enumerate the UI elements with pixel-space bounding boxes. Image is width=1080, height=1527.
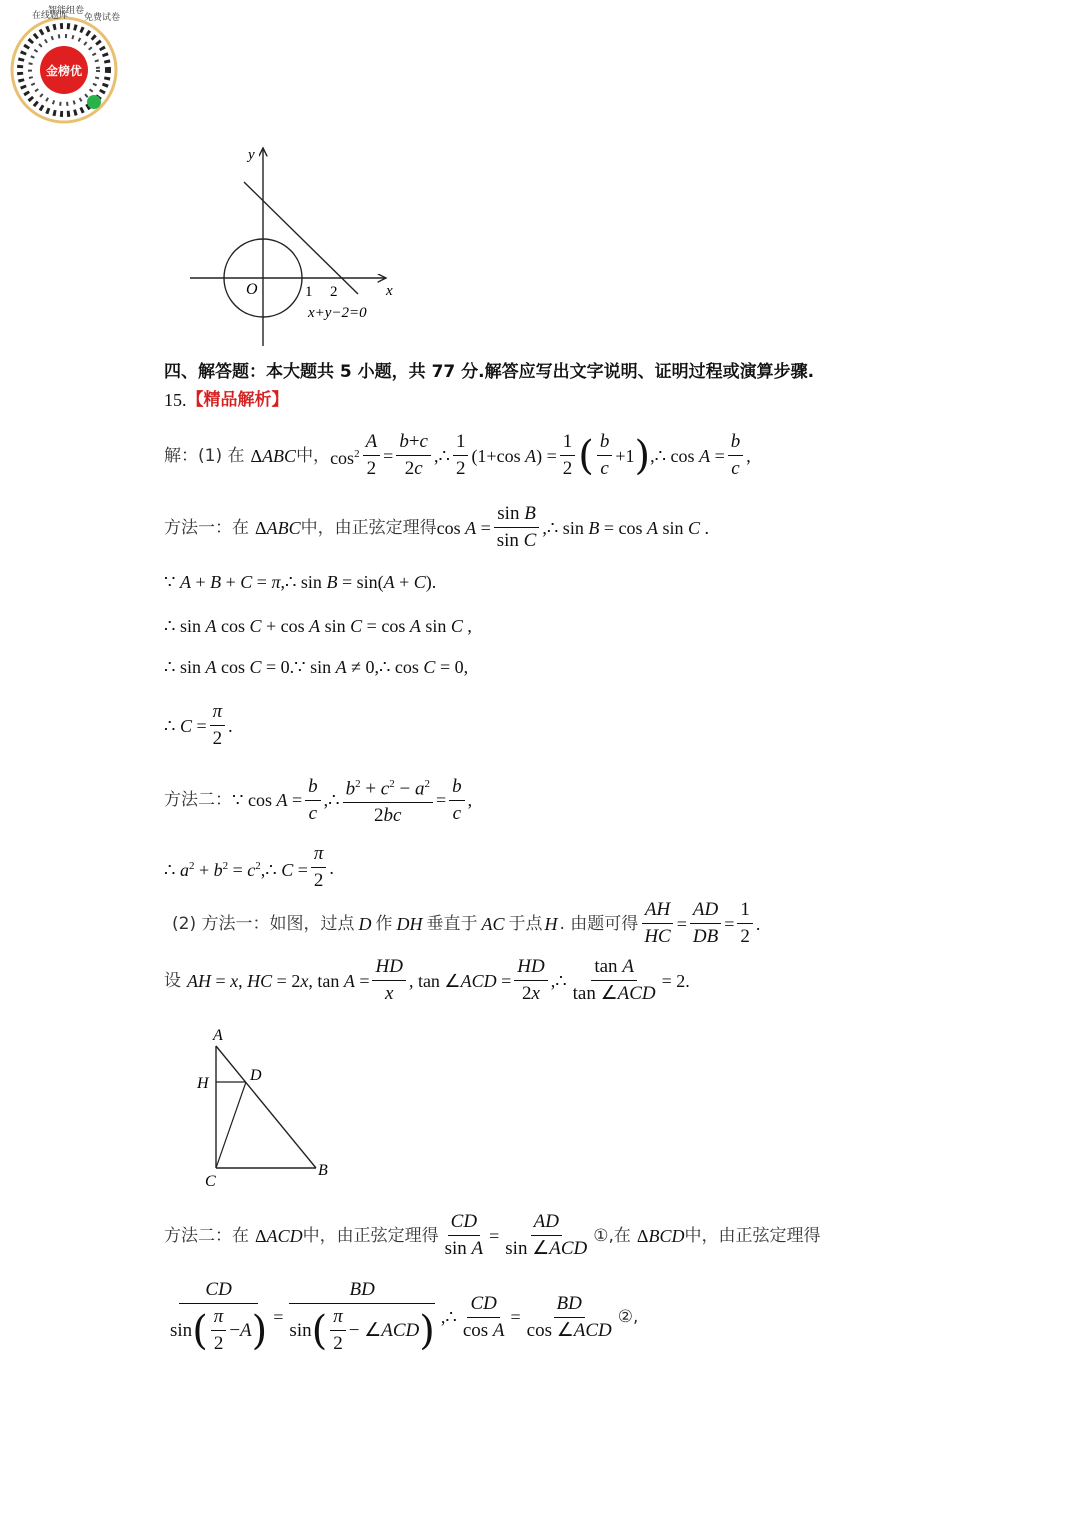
- method1-label: 方法一：在: [164, 517, 249, 538]
- brand-logo: [4, 4, 122, 126]
- m2b-label: 方法二：在: [164, 1225, 249, 1246]
- math-line-pythag: ∴ $a^2 + b^2$ = $c^2,\therefore$ C = $\frac{\pi}{2}$ .: [164, 843, 334, 891]
- zhong-text: 中，: [296, 445, 331, 466]
- part2-youti: . 由题可得: [559, 913, 639, 934]
- m2b-circ1: ①,在: [593, 1225, 631, 1246]
- tick-2-label: 2: [330, 284, 338, 300]
- part2-zuo: 作: [375, 913, 393, 934]
- vertex-a: A: [213, 1027, 223, 1044]
- circle-line-graph: [186, 140, 406, 350]
- vertex-b: B: [318, 1162, 328, 1179]
- logo-brand: 金榜优: [45, 64, 83, 78]
- axis-x-label: x: [386, 283, 393, 299]
- axis-y-label: y: [248, 147, 255, 163]
- part2-yudian: 于点: [508, 913, 543, 934]
- tick-1-label: 1: [305, 284, 313, 300]
- math-line-zero: ∴ sin A cos C = 0.∵ sin A ≠ 0,∴ cos C = 0,: [164, 657, 469, 677]
- part2-line: (2) 方法一：如图，过点 D 作 DH 垂直于 AC 于点 H . 由题可得 $\frac{AH}{HC}$ = $\frac{AD}{DB}$ = $\frac{1}{2}$ .: [172, 899, 761, 947]
- m2b-text: 中，由正弦定理得: [302, 1225, 439, 1246]
- logo-text-2: 智能组卷: [48, 6, 85, 16]
- circ2-text: ②,: [617, 1307, 639, 1327]
- origin-label: O: [246, 281, 258, 298]
- problem-number: 15.: [164, 390, 187, 410]
- math-line-c-pi2: ∴ C = $\frac{\pi}{2}$ .: [164, 701, 233, 749]
- problem-header: [164, 388, 289, 412]
- vertex-h: H: [197, 1075, 209, 1092]
- vertex-d: D: [250, 1067, 262, 1084]
- section-header-text: 四、解答题：本大题共 5 小题，共 77 分.解答应写出文字说明、证明过程或演算步骤.: [164, 362, 815, 382]
- section-header: [164, 360, 814, 384]
- method1-text: 中，由正弦定理得: [300, 517, 437, 538]
- logo-text-1: 在线题库: [32, 11, 69, 21]
- line-equation-label: x+y−2=0: [308, 305, 367, 321]
- logo-text-3: 免费试卷: [84, 13, 121, 23]
- method-two-line: 方法二： ∵ cos A = $\frac{b}{c}$ ,∴ $\frac{b^2 + c^2 - a^2}{2bc}$ = $\frac{b}{c}$ ,: [164, 772, 472, 828]
- set-variables-line: 设 AH = x, HC = 2x, tan A = $\frac{HD}{x}$ , tan ∠ACD = $\frac{HD}{2x}$ ,∴ $\frac{\text{tan A}}{\text{tan ∠ACD}}$ = 2.: [164, 956, 690, 1004]
- m2b-text2: 中，由正弦定理得: [684, 1225, 821, 1246]
- math-line-sum: ∵ A + B + C = π,∴ sin B = sin(A + C).: [164, 572, 437, 592]
- math-line-expand: ∴ sin A cos C + cos A sin C = cos A sin C ,: [164, 616, 472, 636]
- vertex-c: C: [205, 1173, 216, 1190]
- part2-chuizhi: 垂直于: [426, 913, 478, 934]
- method2-label: 方法二：: [164, 790, 232, 811]
- solution-prefix: 解：(1) 在: [164, 445, 245, 466]
- sine-rule-line: CD sin ( $\frac{\pi}{2}$ − A ) = BD sin ( $\frac{\pi}{2}$ − ∠ ACD ) ,∴ $\frac{CD}{\text{cos A}}$ = $\frac{BD}{\text{cos ∠ACD}}$ ②,: [170, 1279, 639, 1354]
- method-one-line: 方法一：在 Δ ABC 中，由正弦定理得 cos A = $\frac{\text{sin B}}{\text{sin C}}$ ,∴ sin B = cos A sin C .: [164, 503, 710, 551]
- analysis-tag: 【精品解析】: [186, 390, 289, 410]
- part2-text-1: (2) 方法一：如图，过点: [172, 913, 355, 934]
- solution-line-1: 解：(1) 在 Δ ABC 中， $\cos^2$ $\frac{A}{2}$ = $\frac{b+c}{2c}$ ,∴ $\frac{1}{2}$ (1+cos A) = $\frac{1}{2}$ ( $\frac{b}{c}$ +1 ) ,∴ cos A = $\frac{b}{c}$ ,: [164, 431, 751, 479]
- triangle-figure: [190, 1022, 340, 1192]
- part2-method-two-line: 方法二：在 Δ ACD 中，由正弦定理得 $\frac{CD}{\text{sin A}}$ = $\frac{AD}{\text{sin ∠ACD}}$ ①,在 Δ BCD 中，由正弦定理得: [164, 1211, 821, 1259]
- she-text: 设: [164, 970, 181, 991]
